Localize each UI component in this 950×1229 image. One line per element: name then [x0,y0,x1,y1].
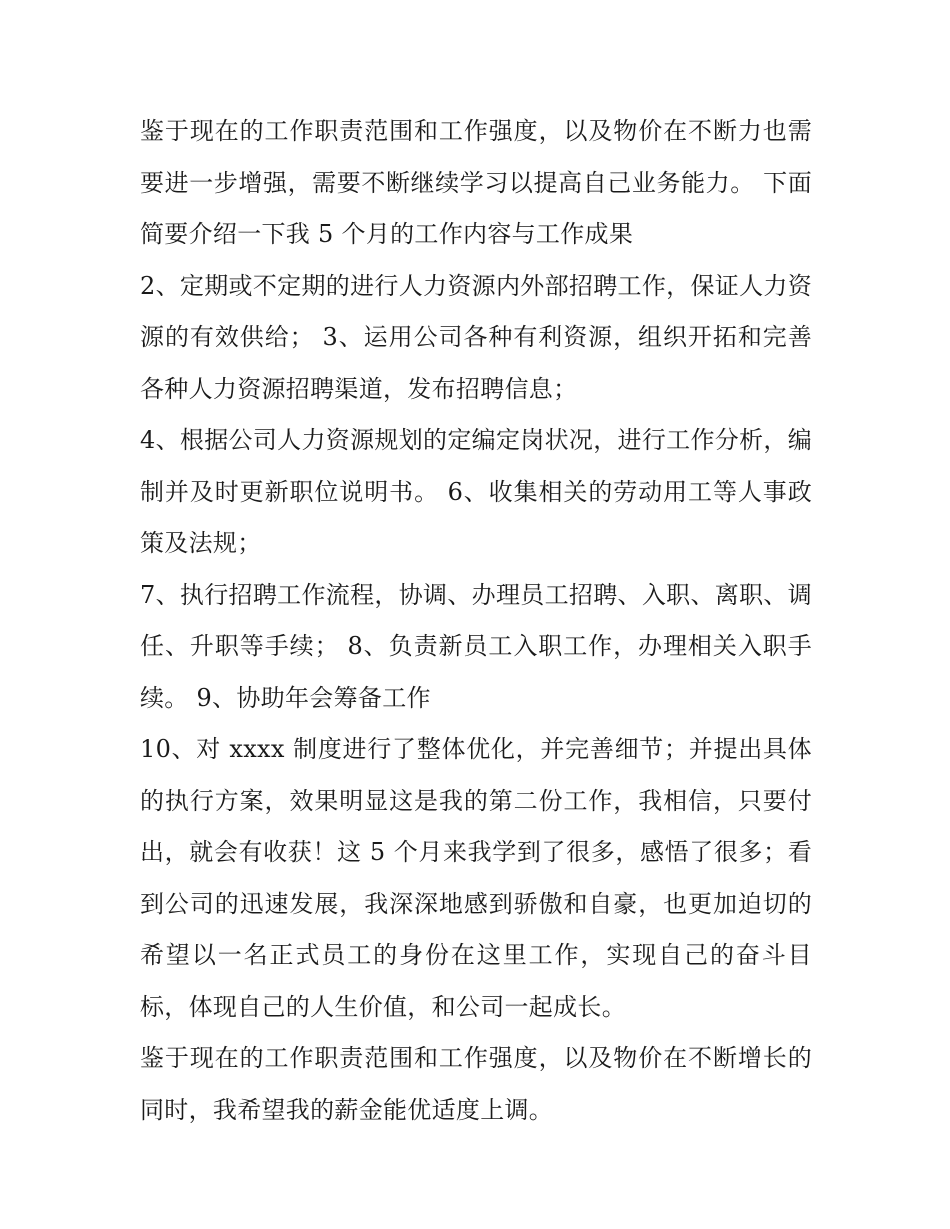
paragraph-item-4-6: 4、根据公司人力资源规划的定编定岗状况，进行工作分析，编制并及时更新职位说明书。 6、收集相关的劳动用工等人事政策及法规； [140,426,812,557]
paragraph-closing: 鉴于现在的工作职责范围和工作强度，以及物价在不断增长的同时，我希望我的薪金能优适度上调。 [140,1044,812,1124]
paragraph-item-2-3: 2、定期或不定期的进行人力资源内外部招聘工作，保证人力资源的有效供给； 3、运用公司各种有利资源，组织开拓和完善各种人力资源招聘渠道，发布招聘信息； [140,271,812,403]
paragraph-item-10: 10、对 xxxx 制度进行了整体优化，并完善细节；并提出具体的执行方案，效果明显这是我的第二份工作，我相信，只要付出，就会有收获！这 5 个月来我学到了很多，感悟了很多；看到公司的迅速发展，我深深地感到骄傲和自豪，也更加迫切的希望以一名正式员工的身份在这里工作，实现自己的奋斗目标，体现自己的人生价值，和公司一起成长。 [140,735,812,1021]
paragraph-intro: 鉴于现在的工作职责范围和工作强度，以及物价在不断力也需要进一步增强，需要不断继续学习以提高自己业务能力。 下面简要介绍一下我 5 个月的工作内容与工作成果 [140,117,812,248]
paragraph-item-7-9: 7、执行招聘工作流程，协调、办理员工招聘、入职、离职、调任、升职等手续； 8、负责新员工入职工作，办理相关入职手续。 9、协助年会筹备工作 [140,580,812,712]
document-body [140,106,812,1136]
